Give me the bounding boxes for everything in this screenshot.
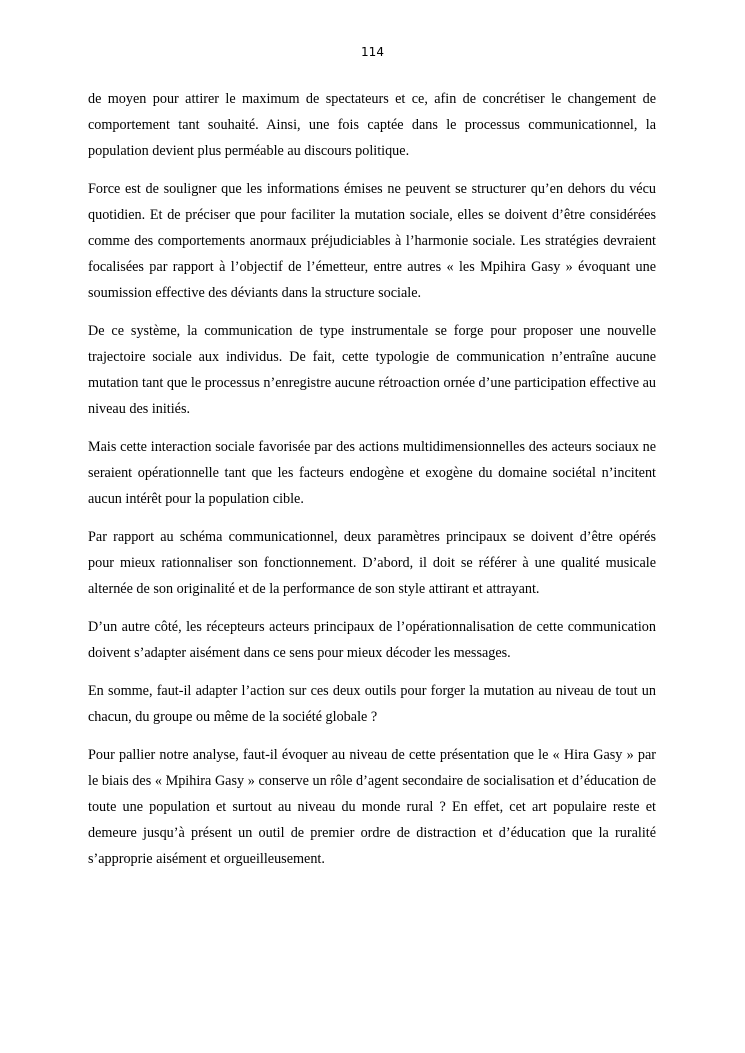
paragraph-4: Mais cette interaction sociale favorisée par des actions multidimensionnelles des acteurs sociaux ne seraient opérationnelle tant que les facteurs endogène et exogène du domaine sociétal n’incitent aucun intérêt pour la population cible.: [88, 439, 656, 507]
paragraph-8: Pour pallier notre analyse, faut-il évoquer au niveau de cette présentation que le « Hira Gasy » par le biais des « Mpihira Gasy » conserve un rôle d’agent secondaire de socialisation et d’éducation de toute une population et surtout au niveau du monde rural ? En effet, cet art populaire reste et demeure jusqu’à présent un outil de premier ordre de distraction et d’éducation que la ruralité s’approprie aisément et orgueilleusement.: [88, 747, 656, 867]
page-number: 114: [361, 45, 384, 59]
paragraph-1: de moyen pour attirer le maximum de spectateurs et ce, afin de concrétiser le changement de comportement tant souhaité. Ainsi, une fois captée dans le processus communicationnel, la population devient plus perméable au discours politique.: [88, 91, 656, 159]
body-text: [88, 86, 656, 884]
paragraph-7: En somme, faut-il adapter l’action sur ces deux outils pour forger la mutation au niveau de tout un chacun, du groupe ou même de la société globale ?: [88, 683, 656, 725]
paragraph-3: De ce système, la communication de type instrumentale se forge pour proposer une nouvelle trajectoire sociale aux individus. De fait, cette typologie de communication n’entraîne aucune mutation tant que le processus n’enregistre aucune rétroaction ornée d’une participation effective au niveau des initiés.: [88, 323, 656, 417]
paragraph-5: Par rapport au schéma communicationnel, deux paramètres principaux se doivent d’être opérés pour mieux rationnaliser son fonctionnement. D’abord, il doit se référer à une qualité musicale alternée de son originalité et de la performance de son style attirant et attrayant.: [88, 529, 656, 597]
paragraph-2: Force est de souligner que les informations émises ne peuvent se structurer qu’en dehors du vécu quotidien. Et de préciser que pour faciliter la mutation sociale, elles se doivent d’être considérées comme des comportements anormaux préjudiciables à l’harmonie sociale. Les stratégies devraient focalisées par rapport à l’objectif de l’émetteur, entre autres « les Mpihira Gasy » évoquant une soumission effective des déviants dans la structure sociale.: [88, 181, 656, 301]
paragraph-6: D’un autre côté, les récepteurs acteurs principaux de l’opérationnalisation de cette communication doivent s’adapter aisément dans ce sens pour mieux décoder les messages.: [88, 619, 656, 661]
